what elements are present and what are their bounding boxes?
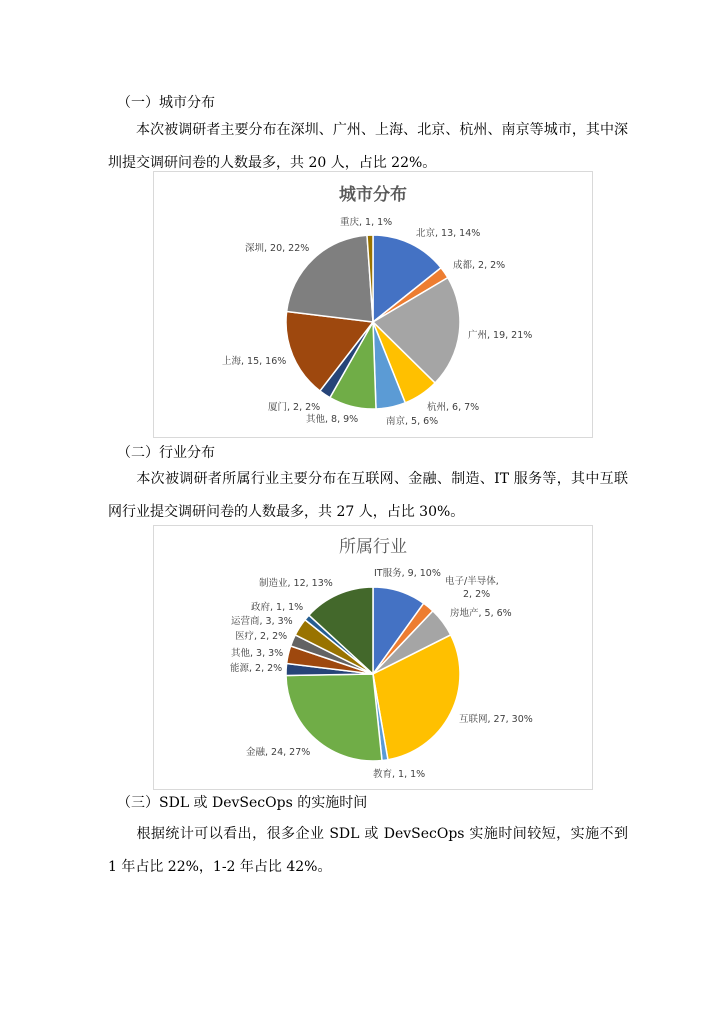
- section-paragraph-industry: 本次被调研者所属行业主要分布在互联网、金融、制造、IT 服务等，其中互联网行业提交调研问卷的人数最多，共 27 人，占比 30%。: [108, 471, 628, 520]
- industry-pie-svg: [154, 526, 592, 789]
- slice-label-制造业: 制造业, 12, 13%: [259, 578, 333, 589]
- slice-label-南京: 南京, 5, 6%: [386, 416, 439, 427]
- slice-label-其他: 其他, 3, 3%: [231, 648, 284, 659]
- industry-pie-chart: [153, 525, 593, 790]
- slice-label-教育: 教育, 1, 1%: [373, 769, 426, 780]
- slice-label-成都: 成都, 2, 2%: [453, 260, 506, 271]
- slice-label-杭州: 杭州, 6, 7%: [427, 402, 480, 413]
- slice-label-重庆: 重庆, 1, 1%: [340, 217, 393, 228]
- slice-label-政府: 政府, 1, 1%: [251, 602, 304, 613]
- slice-label-能源: 能源, 2, 2%: [230, 663, 283, 674]
- slice-label-运营商: 运营商, 3, 3%: [231, 616, 293, 627]
- slice-label-金融: 金融, 24, 27%: [246, 747, 311, 758]
- city-pie-svg: [154, 172, 592, 437]
- slice-label-广州: 广州, 19, 21%: [468, 330, 533, 341]
- slice-label-深圳: 深圳, 20, 22%: [245, 243, 310, 254]
- slice-label-电子/半导体: 电子/半导体, 2, 2%: [445, 576, 499, 600]
- section-heading-sdl-time: （三）SDL 或 DevSecOps 的实施时间: [117, 795, 368, 811]
- slice-label-厦门: 厦门, 2, 2%: [268, 402, 321, 413]
- section-paragraph-city: 本次被调研者主要分布在深圳、广州、上海、北京、杭州、南京等城市，其中深圳提交调研问卷的人数最多，共 20 人，占比 22%。: [108, 122, 628, 171]
- city-pie-chart: [153, 171, 593, 438]
- slice-label-北京: 北京, 13, 14%: [416, 228, 481, 239]
- slice-label-其他: 其他, 8, 9%: [306, 414, 359, 425]
- section-paragraph-sdl-time: 根据统计可以看出，很多企业 SDL 或 DevSecOps 实施时间较短，实施不到 1 年占比 22%，1-2 年占比 42%。: [108, 826, 628, 875]
- slice-label-互联网: 互联网, 27, 30%: [459, 714, 533, 725]
- slice-label-上海: 上海, 15, 16%: [222, 356, 287, 367]
- chart-title: 城市分布: [339, 185, 407, 205]
- section-heading-city: （一）城市分布: [117, 95, 215, 111]
- chart-title: 所属行业: [339, 537, 407, 557]
- slice-label-房地产: 房地产, 5, 6%: [450, 608, 512, 619]
- slice-label-医疗: 医疗, 2, 2%: [235, 631, 288, 642]
- section-heading-industry: （二）行业分布: [117, 445, 215, 461]
- slice-label-IT服务: IT服务, 9, 10%: [374, 568, 441, 579]
